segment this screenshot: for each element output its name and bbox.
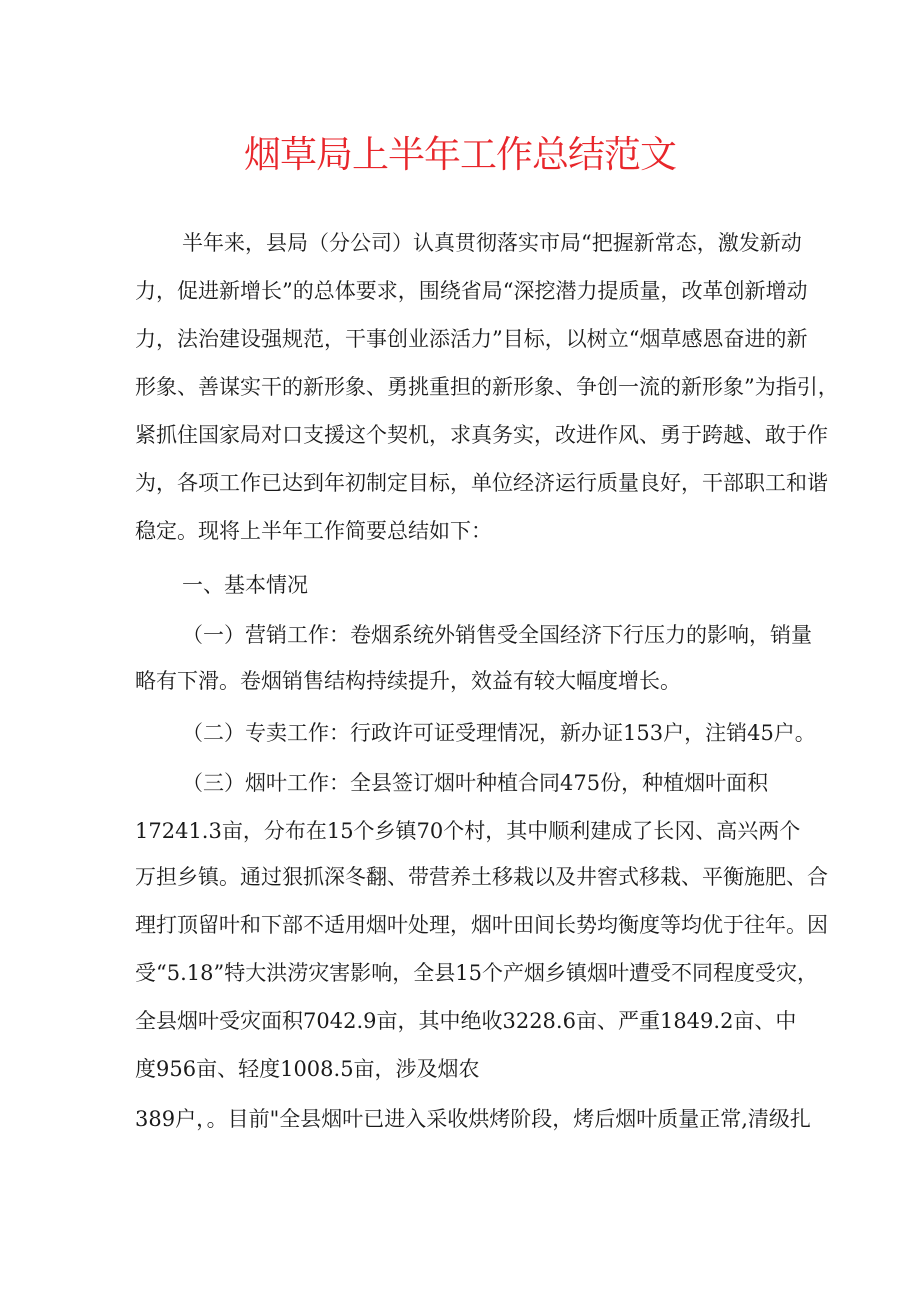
monopoly-line: （二）专卖工作：行政许可证受理情况，新办证153户，注销45户。: [182, 721, 816, 745]
tobacco-leaf-line-6: 全县烟叶受灾面积7042.9亩，其中绝收3228.6亩、严重1849.2亩、中: [135, 1009, 797, 1033]
body-line-1: 半年来，县局（分公司）认真贯彻落实市局“把握新常态，激发新动: [182, 231, 802, 255]
tobacco-leaf-line-4: 理打顶留叶和下部不适用烟叶处理，烟叶田间长势均衡度等均优于往年。因: [135, 913, 828, 937]
marketing-line-1: （一）营销工作：卷烟系统外销售受全国经济下行压力的影响，销量: [182, 623, 812, 647]
tobacco-leaf-line-1: （三）烟叶工作：全县签订烟叶种植合同475份，种植烟叶面积: [182, 771, 769, 795]
body-line-7: 稳定。现将上半年工作简要总结如下：: [135, 519, 492, 543]
tobacco-leaf-line-5: 受“5.18”特大洪涝灾害影响，全县15个产烟乡镇烟叶遭受不同程度受灾，: [135, 961, 818, 985]
tobacco-leaf-line-2: 17241.3亩，分布在15个乡镇70个村，其中顺利建成了长冈、高兴两个: [135, 819, 801, 843]
tobacco-leaf-line-3: 万担乡镇。通过狠抓深冬翻、带营养土移栽以及井窖式移栽、平衡施肥、合: [135, 865, 828, 889]
body-line-3: 力，法治建设强规范，干事创业添活力”目标，以树立“烟草感恩奋进的新: [135, 327, 808, 351]
body-line-5: 紧抓住国家局对口支援这个契机，求真务实，改进作风、勇于跨越、敢于作: [135, 423, 828, 447]
marketing-line-2: 略有下滑。卷烟销售结构持续提升，效益有较大幅度增长。: [135, 669, 681, 693]
tobacco-leaf-line-7: 度956亩、轻度1008.5亩，涉及烟农: [135, 1057, 480, 1081]
section-heading-basic-situation: 一、基本情况: [182, 573, 308, 597]
body-line-2: 力，促进新增长”的总体要求，围绕省局“深挖潜力提质量，改革创新增动: [135, 279, 808, 303]
tobacco-leaf-line-8: 389户，。目前"全县烟叶已进入采收烘烤阶段，烤后烟叶质量正常,清级扎: [135, 1107, 811, 1131]
body-line-4: 形象、善谋实干的新形象、勇挑重担的新形象、争创一流的新形象”为指引，: [135, 375, 839, 399]
document-title: 烟草局上半年工作总结范文: [244, 133, 676, 176]
body-line-6: 为，各项工作已达到年初制定目标，单位经济运行质量良好，干部职工和谐: [135, 471, 828, 495]
